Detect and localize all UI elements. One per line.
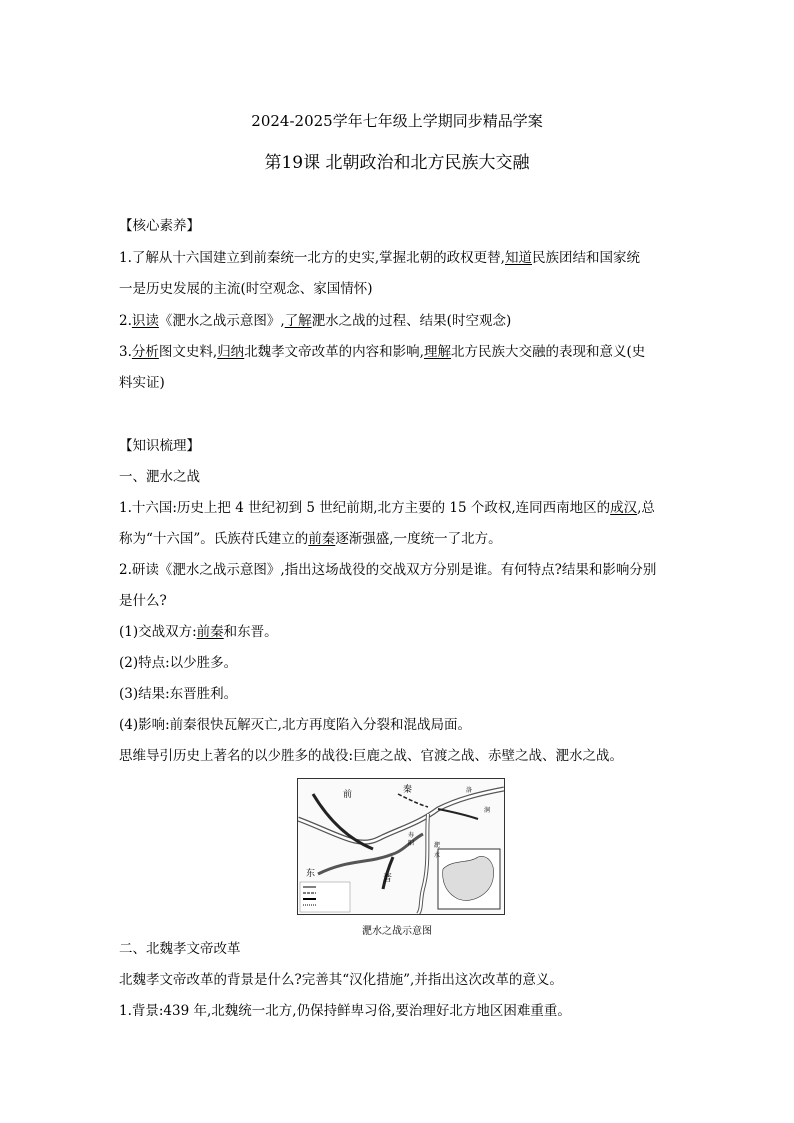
qin-route-dashed: [398, 794, 428, 807]
map-label-yang: 阳: [408, 840, 415, 847]
feishui-battle-map: [297, 778, 505, 915]
jin-advance-arrow: [438, 809, 478, 819]
section-2-title: 二、北魏孝文帝改革: [119, 941, 241, 957]
knowledge-item-2: 2.研读《淝水之战示意图》,指出这场战役的交战双方分别是谁。有何特点?结果和影响分别: [119, 562, 657, 578]
map-label-shou: 寿: [408, 832, 415, 839]
core-point-2: 2.识读《淝水之战示意图》,了解淝水之战的过程、结果(时空观念): [119, 313, 512, 329]
answer-4: (4)影响:前秦很快瓦解灭亡,北方再度陷入分裂和混战局面。: [119, 717, 471, 733]
section-1-title: 一、淝水之战: [119, 469, 200, 485]
map-svg: [298, 779, 504, 914]
map-label-shui: 水: [434, 852, 441, 859]
map-label-luo: 洛: [466, 787, 473, 794]
core-point-3: 3.分析图文史料,归纳北魏孝文帝改革的内容和影响,理解北方民族大交融的表现和意义(史: [119, 344, 646, 360]
answer-3: (3)结果:东晋胜利。: [119, 686, 238, 702]
map-label-fei: 淝: [434, 842, 441, 849]
map-label-qin: 秦: [403, 785, 413, 795]
core-point-1-cont: 一是历史发展的主流(时空观念、家国情怀): [119, 281, 373, 297]
answer-2: (2)特点:以少胜多。: [119, 655, 238, 671]
jin-attack-arrow: [383, 857, 393, 889]
core-point-1: 1.了解从十六国建立到前秦统一北方的史实,掌握北朝的政权更替,知道民族团结和国家统: [119, 250, 640, 266]
knowledge-item-2-cont: 是什么?: [119, 593, 167, 609]
map-label-qian: 前: [343, 790, 353, 800]
answer-1: (1)交战双方:前秦和东晋。: [119, 624, 278, 640]
map-label-jin: 晋: [383, 874, 393, 884]
map-label-jian: 涧: [484, 807, 491, 814]
reform-background: 1.背景:439 年,北魏统一北方,仍保持鲜卑习俗,要治理好北方地区困难重重。: [119, 1003, 571, 1019]
core-heading: 【核心素养】: [119, 218, 200, 234]
thinking-guide: 思维导引历史上著名的以少胜多的战役:巨鹿之战、官渡之战、赤壁之战、淝水之战。: [119, 748, 624, 764]
core-point-3-cont: 料实证): [119, 375, 165, 391]
document-title: 2024-2025学年七年级上学期同步精品学案: [251, 112, 543, 130]
reform-question: 北魏孝文帝改革的背景是什么?完善其“汉化措施”,并指出这次改革的意义。: [119, 972, 563, 988]
knowledge-heading: 【知识梳理】: [119, 438, 200, 454]
knowledge-item-1: 1.十六国:历史上把 4 世纪初到 5 世纪前期,北方主要的 15 个政权,连同西南地区的成汉,总: [119, 500, 655, 516]
map-label-dong: 东: [306, 869, 316, 879]
map-caption: 淝水之战示意图: [362, 926, 432, 937]
lesson-title: 第19课 北朝政治和北方民族大交融: [264, 153, 530, 173]
knowledge-item-1-cont: 称为“十六国”。氏族苻氏建立的前秦逐渐强盛,一度统一了北方。: [119, 531, 502, 547]
